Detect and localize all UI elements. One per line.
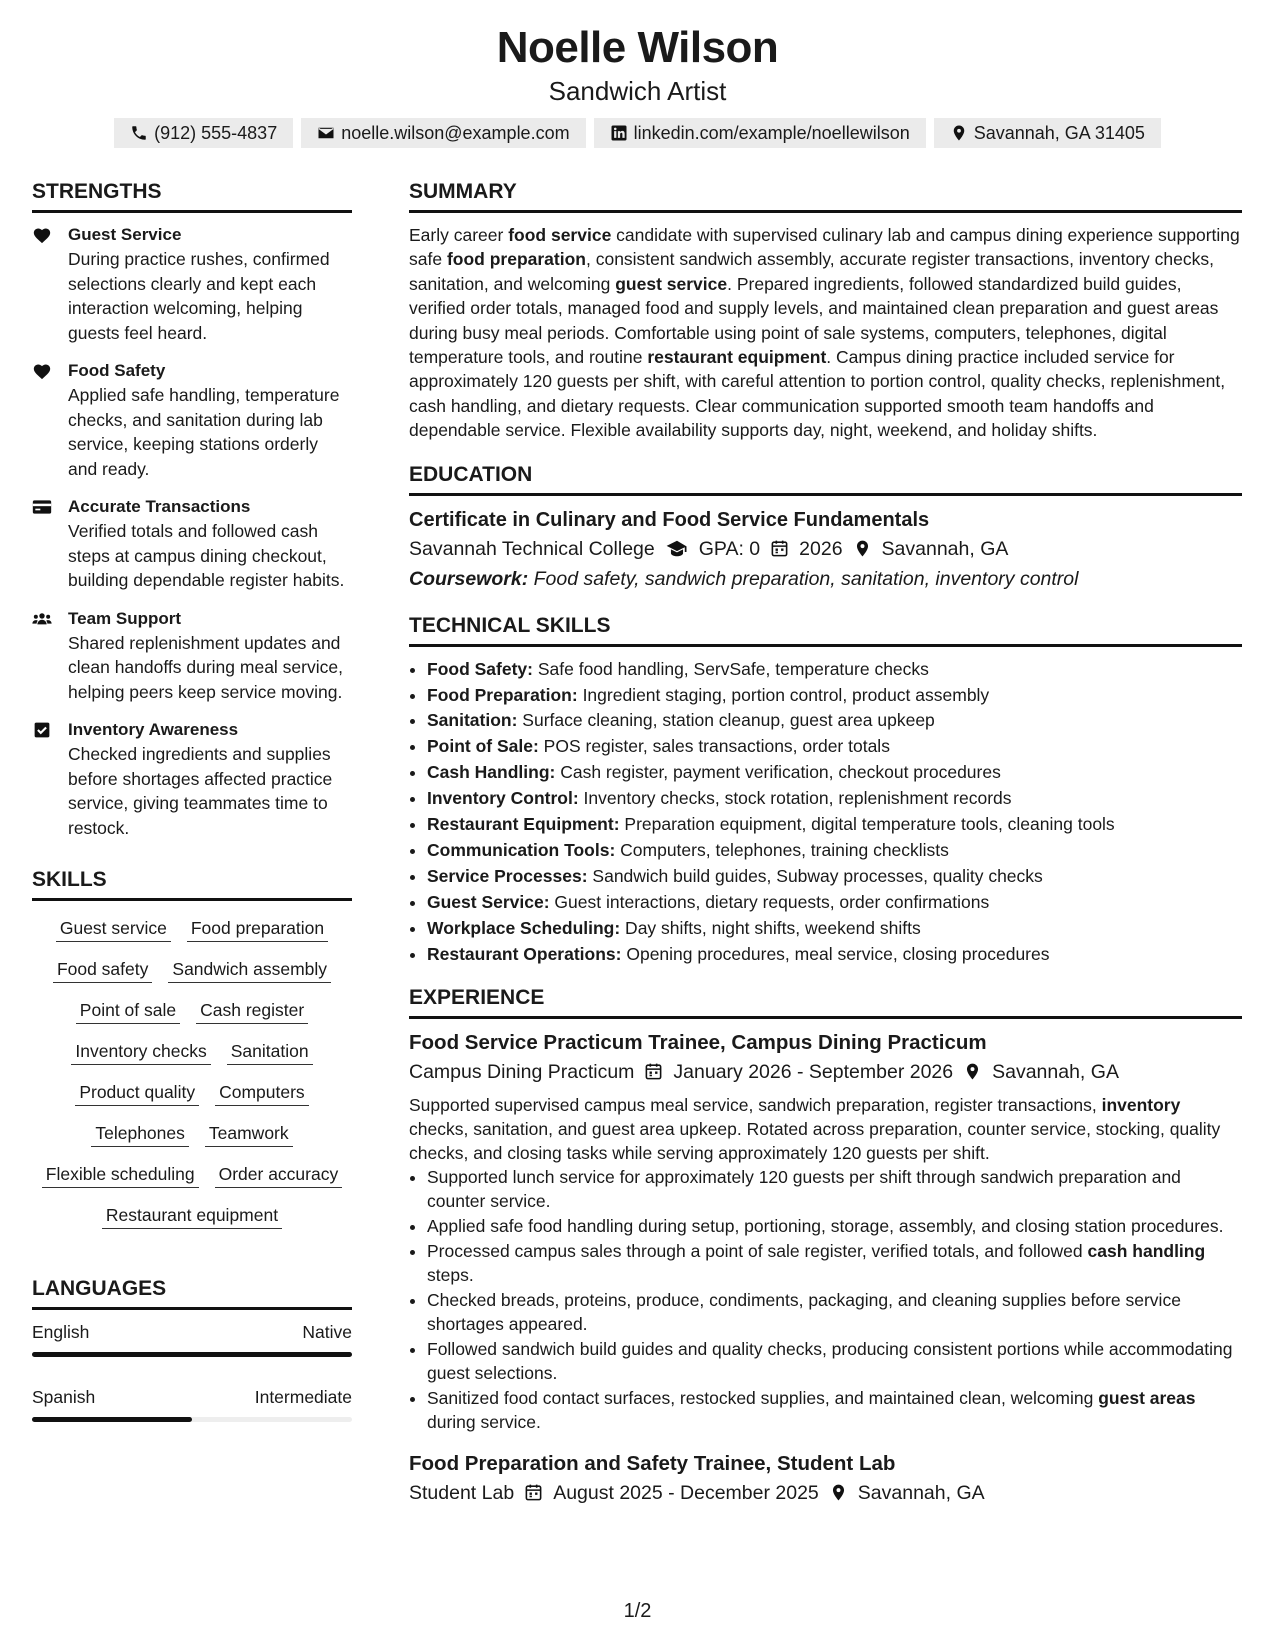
right-column xyxy=(409,178,1242,1508)
technical-skill-label: Point of Sale: xyxy=(427,736,539,757)
section-title-languages: LANGUAGES xyxy=(32,1275,352,1310)
job-bullet xyxy=(427,1165,1242,1213)
strength-item xyxy=(32,495,352,593)
job-bullet xyxy=(427,1386,1242,1434)
text-run: Checked breads, proteins, produce, condiments, packaging, and cleaning supplies before service shortages appeared. xyxy=(427,1289,1181,1334)
skill-tag: Food safety xyxy=(53,956,152,983)
skill-tag: Flexible scheduling xyxy=(42,1161,199,1188)
job-entry xyxy=(409,1450,1242,1508)
job-location: Savannah, GA xyxy=(857,1481,985,1504)
map-pin-icon xyxy=(950,124,968,142)
strength-desc: Shared replenishment updates and clean handoffs during meal service, helping peers keep service moving. xyxy=(68,632,343,702)
technical-skill-label: Food Safety: xyxy=(427,658,533,679)
text-run: Applied safe food handling during setup, portioning, storage, assembly, and closing station procedures. xyxy=(427,1215,1224,1236)
contact-text: Savannah, GA 31405 xyxy=(973,123,1145,143)
text-run: Followed sandwich build guides and quality checks, producing consistent portions while accommodating guest selections. xyxy=(427,1338,1233,1383)
job-title: Food Service Practicum Trainee, Campus Dining Practicum xyxy=(409,1030,987,1054)
education-year: 2026 xyxy=(799,537,843,560)
emphasis-text: cash handling xyxy=(1087,1240,1206,1261)
skill-tag: Food preparation xyxy=(187,915,328,942)
technical-skill-value: Sandwich build guides, Subway processes, quality checks xyxy=(587,865,1043,886)
skill-tag: Telephones xyxy=(91,1120,189,1147)
language-item xyxy=(32,1320,352,1357)
technical-skill-label: Food Preparation: xyxy=(427,684,578,705)
technical-skill-value: Surface cleaning, station cleanup, guest area upkeep xyxy=(517,710,935,731)
job-title: Food Preparation and Safety Trainee, Student Lab xyxy=(409,1451,896,1475)
skill-tag: Inventory checks xyxy=(71,1038,210,1065)
education-school: Savannah Technical College xyxy=(409,537,655,560)
job-location: Savannah, GA xyxy=(992,1060,1119,1083)
technical-skill-label: Workplace Scheduling: xyxy=(427,917,621,938)
skill-tag: Computers xyxy=(215,1079,309,1106)
section-title-technical-skills: TECHNICAL SKILLS xyxy=(409,612,1242,647)
contact-location[interactable] xyxy=(934,118,1161,148)
language-name: English xyxy=(32,1322,90,1342)
technical-skill-label: Guest Service: xyxy=(427,891,550,912)
technical-skill-label: Cash Handling: xyxy=(427,762,556,783)
summary-text xyxy=(409,223,1242,443)
strength-title: Accurate Transactions xyxy=(68,497,251,516)
language-level: Native xyxy=(302,1322,352,1342)
technical-skill-label: Restaurant Equipment: xyxy=(427,814,620,835)
map-pin-icon xyxy=(853,539,872,558)
envelope-icon xyxy=(317,124,335,142)
technical-skill-value: Ingredient staging, portion control, product assembly xyxy=(577,684,990,705)
text-run: checks, sanitation, and guest area upkeep. Rotated across preparation, counter service, stocking, quality checks, and closing tasks while serving approximately 120 guests per shift. xyxy=(409,1118,1221,1163)
emphasis-text: guest service xyxy=(615,273,728,294)
job-bullet xyxy=(427,1239,1242,1287)
text-run: . Prepared ingredients, followed standardized build guides, verified order totals, managed food and supply levels, and maintained clean preparation and guest areas during busy meal periods. Comfortable using point of sale systems, computers, telephones, digital temperature tools, and routine xyxy=(409,273,1219,368)
skill-tag: Sanitation xyxy=(227,1038,313,1065)
technical-skill-item xyxy=(427,812,1242,838)
technical-skill-value: Day shifts, night shifts, weekend shifts xyxy=(620,917,921,938)
technical-skill-item xyxy=(427,916,1242,942)
language-proficiency-bar xyxy=(32,1417,352,1422)
strength-title: Team Support xyxy=(68,608,182,628)
skill-tag: Restaurant equipment xyxy=(102,1202,282,1229)
strength-desc: Verified totals and followed cash steps at campus dining checkout, building dependable register habits. xyxy=(68,521,345,590)
contact-email[interactable] xyxy=(301,118,585,148)
emphasis-text: restaurant equipment xyxy=(647,347,827,368)
technical-skill-item xyxy=(427,760,1242,786)
technical-skill-item xyxy=(427,890,1242,916)
map-pin-icon xyxy=(963,1062,982,1081)
job-org: Student Lab xyxy=(409,1481,515,1504)
text-run: candidate with supervised culinary lab and campus dining experience supporting safe xyxy=(409,225,1240,270)
job-org: Campus Dining Practicum xyxy=(409,1060,635,1083)
education-gpa: GPA: 0 xyxy=(698,537,761,560)
job-meta xyxy=(409,1057,1242,1087)
text-run: Sanitized food contact surfaces, restocked supplies, and maintained clean, welcoming xyxy=(427,1387,1099,1408)
linkedin-icon xyxy=(610,124,628,142)
graduation-cap-icon xyxy=(665,539,689,558)
technical-skill-label: Inventory Control: xyxy=(427,788,579,809)
technical-skill-item xyxy=(427,838,1242,864)
job-dates: August 2025 - December 2025 xyxy=(553,1481,819,1504)
job-description xyxy=(409,1093,1242,1165)
education-location: Savannah, GA xyxy=(881,537,1009,560)
job-bullet xyxy=(427,1337,1242,1385)
job-bullet xyxy=(427,1288,1242,1336)
technical-skill-item xyxy=(427,734,1242,760)
text-run: , consistent sandwich assembly, accurate register transactions, inventory checks, sanitation, and welcoming xyxy=(409,249,1214,294)
text-run: steps. xyxy=(427,1264,474,1285)
contact-text: (912) 555-4837 xyxy=(154,123,278,143)
skills-list xyxy=(32,911,352,1229)
language-item xyxy=(32,1385,352,1422)
emphasis-text: food service xyxy=(508,225,612,245)
calendar-icon xyxy=(644,1062,663,1081)
technical-skill-value: Inventory checks, stock rotation, replenishment records xyxy=(578,788,1012,809)
technical-skill-item xyxy=(427,942,1242,968)
checkbox-icon xyxy=(32,721,52,739)
strength-desc: Applied safe handling, temperature checks, and sanitation during lab service, keeping stations orderly and ready. xyxy=(68,385,340,479)
job-bullets xyxy=(409,1165,1242,1434)
contact-linkedin[interactable] xyxy=(594,118,926,148)
users-icon xyxy=(32,610,52,628)
strength-title: Guest Service xyxy=(68,225,182,244)
resume-header xyxy=(0,0,1275,148)
technical-skill-item xyxy=(427,786,1242,812)
education-meta xyxy=(409,534,1242,564)
strength-item xyxy=(32,718,352,840)
job-dates: January 2026 - September 2026 xyxy=(673,1060,954,1083)
heart-icon xyxy=(32,362,52,380)
skill-tag: Product quality xyxy=(75,1079,199,1106)
technical-skill-value: Guest interactions, dietary requests, order confirmations xyxy=(549,891,990,912)
calendar-icon xyxy=(524,1483,543,1502)
candidate-role: Sandwich Artist xyxy=(548,76,727,106)
skill-tag: Guest service xyxy=(56,915,171,942)
technical-skill-label: Communication Tools: xyxy=(427,840,616,860)
strength-title: Inventory Awareness xyxy=(68,720,239,739)
technical-skill-value: Cash register, payment verification, checkout procedures xyxy=(555,762,1001,783)
job-bullet xyxy=(427,1214,1242,1238)
emphasis-text: food preparation xyxy=(446,249,586,270)
contact-phone[interactable] xyxy=(114,118,293,148)
language-name: Spanish xyxy=(32,1387,96,1407)
technical-skill-value: POS register, sales transactions, order totals xyxy=(538,736,890,757)
education-degree: Certificate in Culinary and Food Service Fundamentals xyxy=(409,508,930,531)
section-title-strengths: STRENGTHS xyxy=(32,178,352,213)
skill-tag: Order accuracy xyxy=(215,1161,343,1188)
job-meta xyxy=(409,1478,1242,1508)
strength-item xyxy=(32,607,352,705)
text-run: . Campus dining practice included service for approximately 120 guests per shift, with careful attention to portion control, quality checks, replenishment, cash handling, and dietary requests. Clear communication supported smooth team handoffs and dependable service. Flexible availability supports day, night, weekend, and holiday shifts. xyxy=(409,347,1226,441)
language-proficiency-fill xyxy=(32,1417,192,1422)
emphasis-text: guest areas xyxy=(1098,1387,1196,1408)
language-level: Intermediate xyxy=(254,1387,352,1407)
coursework-label: Coursework: xyxy=(409,567,529,590)
contact-text: linkedin.com/example/noellewilson xyxy=(633,123,910,143)
skill-tag: Sandwich assembly xyxy=(168,956,331,983)
technical-skill-item xyxy=(427,657,1242,683)
strength-desc: Checked ingredients and supplies before shortages affected practice service, giving teammates time to restock. xyxy=(68,744,333,838)
map-pin-icon xyxy=(829,1483,848,1502)
candidate-name: Noelle Wilson xyxy=(496,23,779,72)
emphasis-text: inventory xyxy=(1101,1094,1181,1115)
technical-skill-value: Opening procedures, meal service, closing procedures xyxy=(621,943,1050,964)
technical-skills-list xyxy=(409,657,1242,968)
credit-card-icon xyxy=(32,498,52,516)
language-proficiency-fill xyxy=(32,1352,352,1357)
strength-item xyxy=(32,359,352,481)
calendar-icon xyxy=(770,539,789,558)
text-run: Processed campus sales through a point of sale register, verified totals, and followed xyxy=(427,1240,1088,1261)
text-run: Early career xyxy=(409,225,509,245)
section-title-experience: EXPERIENCE xyxy=(409,984,1242,1019)
language-proficiency-bar xyxy=(32,1352,352,1357)
technical-skill-item xyxy=(427,683,1242,709)
contact-bar xyxy=(0,118,1275,148)
section-title-summary: SUMMARY xyxy=(409,178,1242,213)
section-title-education: EDUCATION xyxy=(409,461,1242,496)
skill-tag: Teamwork xyxy=(205,1120,293,1147)
technical-skill-value: Preparation equipment, digital temperature tools, cleaning tools xyxy=(619,814,1115,835)
skill-tag: Cash register xyxy=(196,997,308,1024)
section-title-skills: SKILLS xyxy=(32,866,352,901)
technical-skill-value: Computers, telephones, training checklists xyxy=(615,840,949,860)
technical-skill-item xyxy=(427,864,1242,890)
text-run: during service. xyxy=(427,1411,541,1432)
strength-desc: During practice rushes, confirmed selections clearly and kept each interaction welcoming, helping guests feel heard. xyxy=(68,249,330,343)
phone-icon xyxy=(130,124,148,142)
left-column xyxy=(32,178,352,1450)
technical-skill-item xyxy=(427,708,1242,734)
skill-tag: Point of sale xyxy=(76,997,180,1024)
strength-title: Food Safety xyxy=(68,361,166,380)
contact-text: noelle.wilson@example.com xyxy=(341,123,570,143)
heart-icon xyxy=(32,226,52,244)
technical-skill-label: Restaurant Operations: xyxy=(427,943,622,964)
technical-skill-value: Safe food handling, ServSafe, temperature checks xyxy=(532,658,929,679)
technical-skill-label: Sanitation: xyxy=(427,710,518,731)
text-run: Supported supervised campus meal service, sandwich preparation, register transactions, xyxy=(409,1094,1102,1115)
strength-item xyxy=(32,223,352,345)
technical-skill-label: Service Processes: xyxy=(427,865,588,886)
page-number: 1/2 xyxy=(623,1600,652,1622)
text-run: Supported lunch service for approximately 120 guests per shift through sandwich preparation and counter service. xyxy=(427,1166,1181,1211)
coursework-value: Food safety, sandwich preparation, sanitation, inventory control xyxy=(528,567,1079,590)
job-entry xyxy=(409,1029,1242,1434)
education-coursework xyxy=(409,564,1242,594)
